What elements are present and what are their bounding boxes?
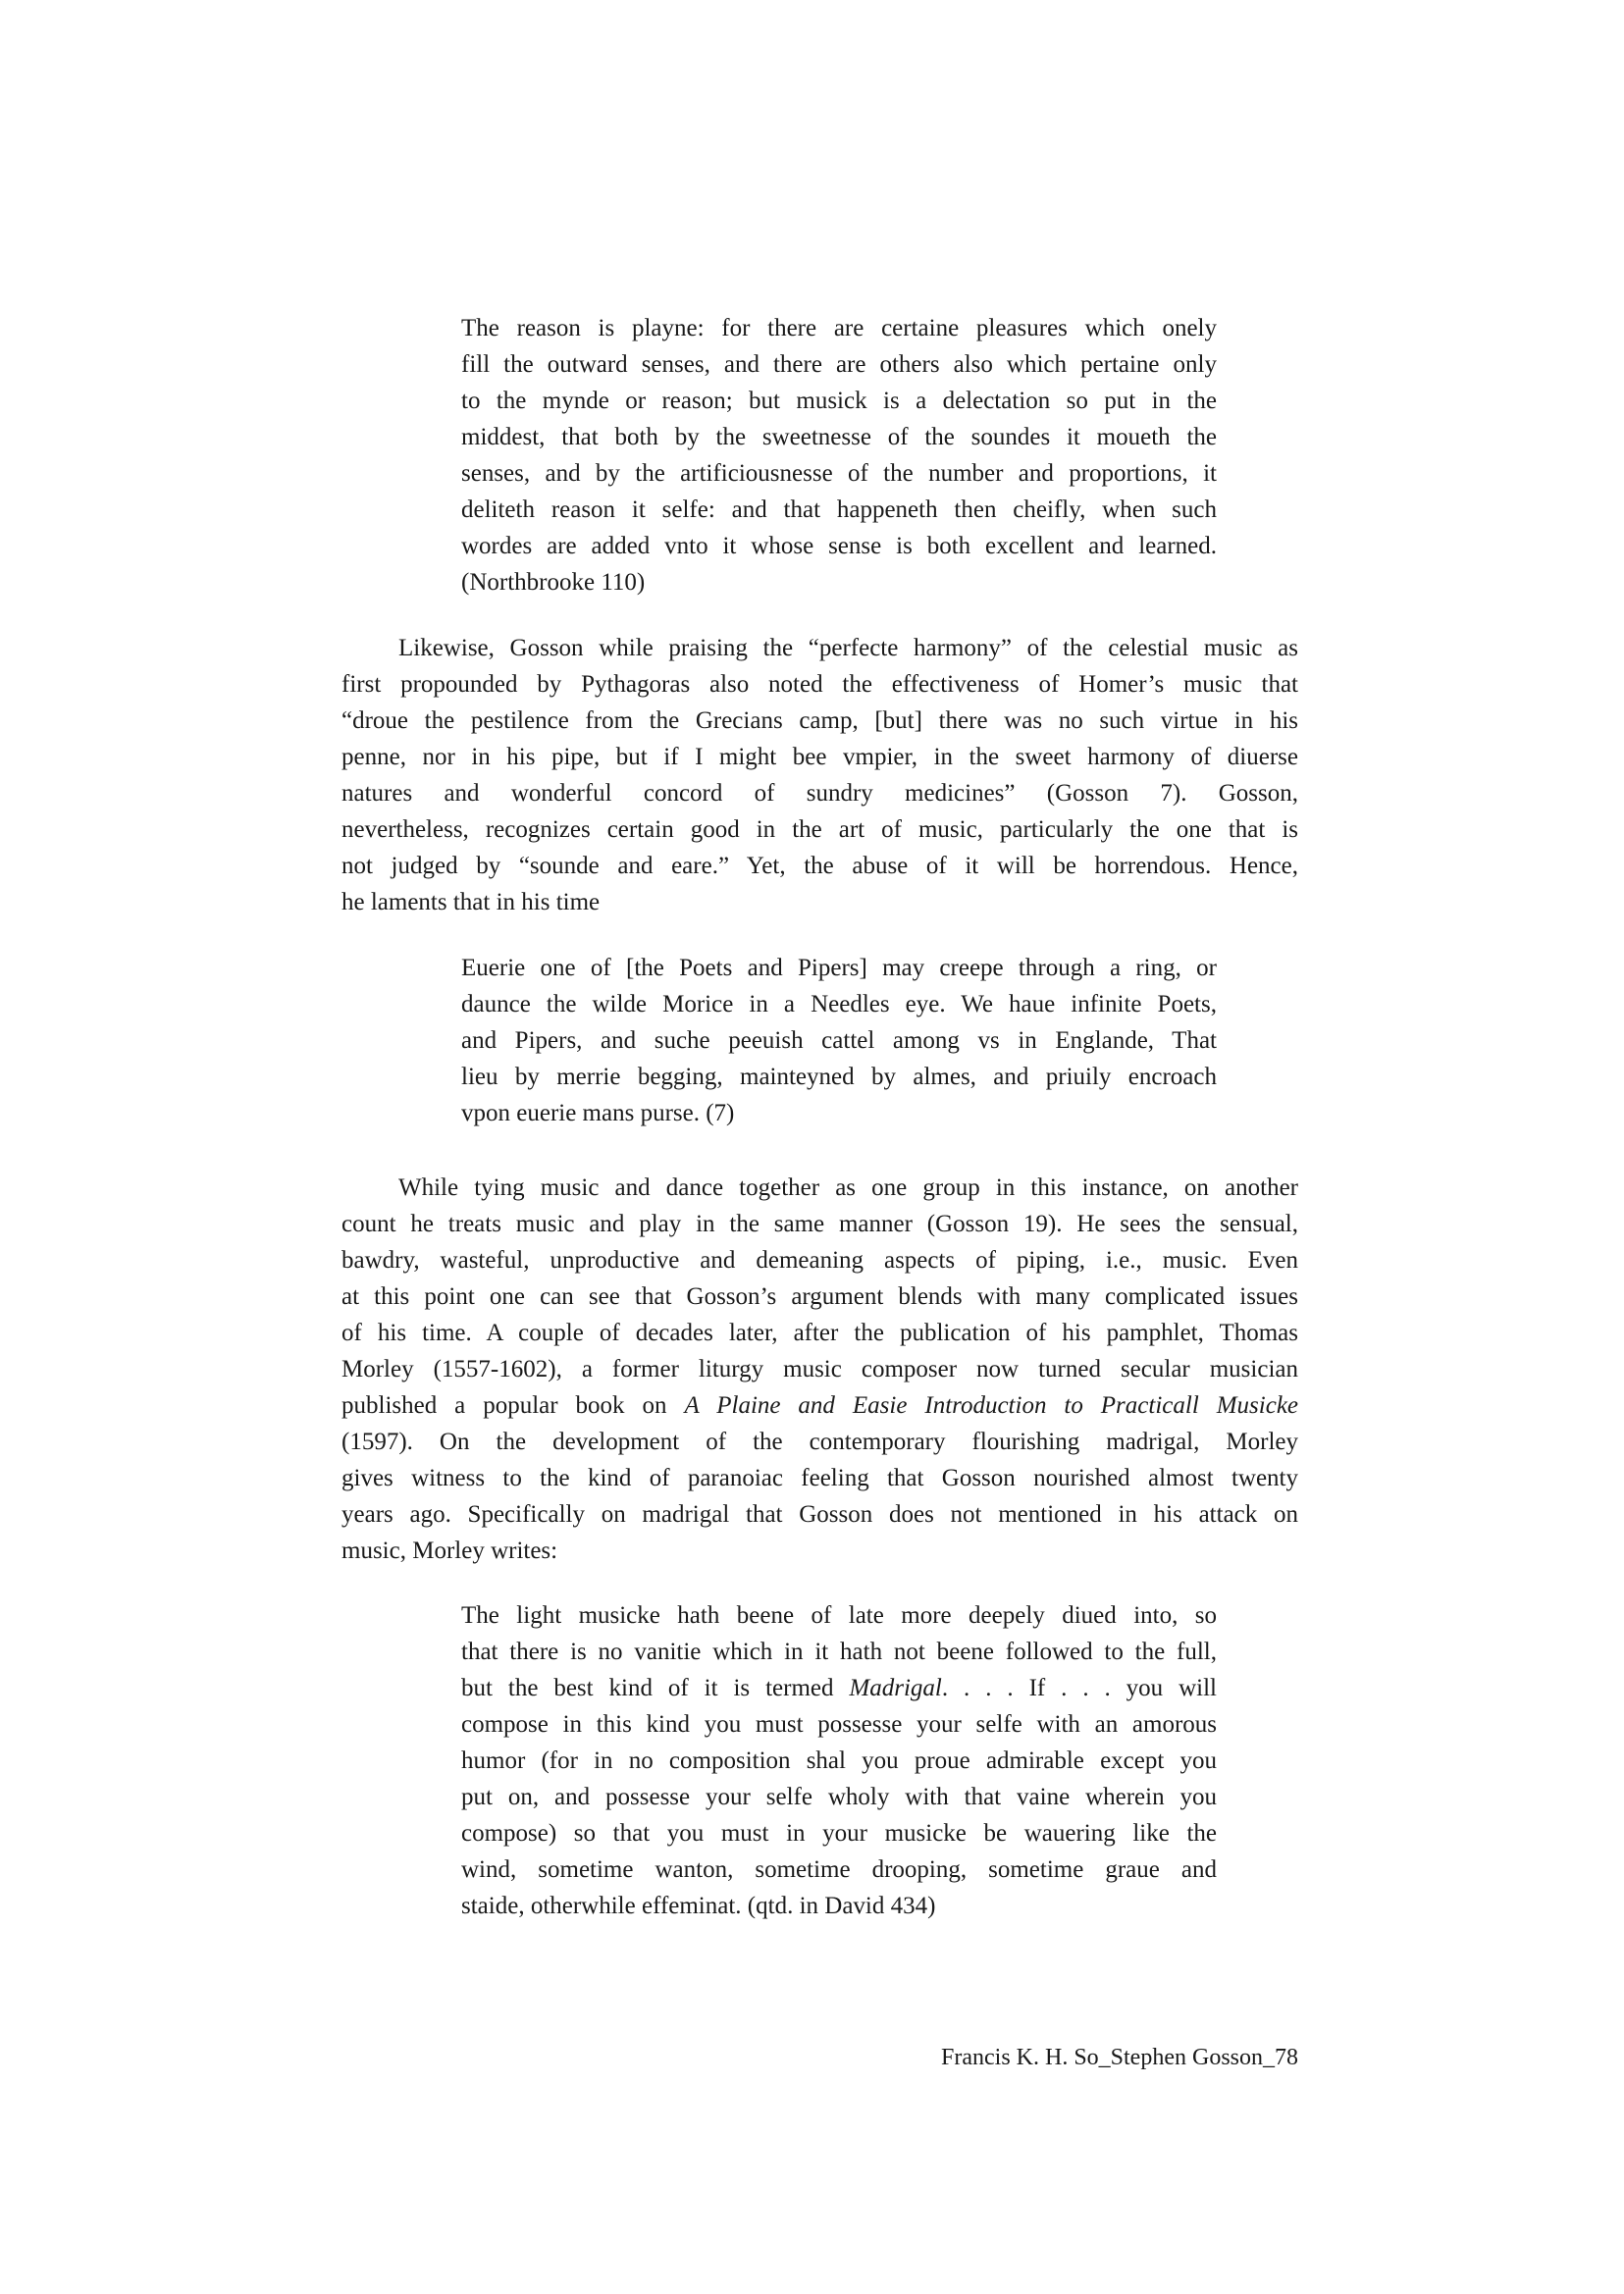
paragraph-line: not judged by “sounde and eare.” Yet, the abuse of it will be horrendous. Hence, xyxy=(341,853,1298,879)
quote-line: compose) so that you must in your musicke be wauering like the xyxy=(461,1820,1217,1847)
paragraph-line: (1597). On the development of the contemporary flourishing madrigal, Morley xyxy=(341,1429,1298,1455)
paragraph-line xyxy=(341,1387,1298,1424)
paragraph-line: Morley (1557-1602), a former liturgy music composer now turned secular musician xyxy=(341,1356,1298,1382)
madrigal-term: Madrigal xyxy=(849,1675,942,1701)
paragraph-text: While tying music and dance together as one group in this instance, on another xyxy=(398,1174,1298,1201)
paragraph-text: published a popular book on xyxy=(341,1392,685,1419)
quote-line: daunce the wilde Morice in a Needles eye. We haue infinite Poets, xyxy=(461,991,1217,1017)
quote-text: . . . . If . . . you will xyxy=(941,1675,1217,1701)
paragraph-line xyxy=(341,1170,1298,1206)
quote-text: but the best kind of it is termed xyxy=(461,1675,850,1701)
paragraph-line: at this point one can see that Gosson’s argument blends with many complicated issues xyxy=(341,1283,1298,1310)
quote-line: and Pipers, and suche peeuish cattel among vs in Englande, That xyxy=(461,1027,1217,1054)
paragraph-line xyxy=(341,630,1298,666)
quote-line: The reason is playne: for there are certaine pleasures which onely xyxy=(461,315,1217,341)
quote-line xyxy=(461,1670,1217,1706)
paragraph-line: nevertheless, recognizes certain good in the art of music, particularly the one that is xyxy=(341,816,1298,843)
quote-line: Euerie one of [the Poets and Pipers] may creepe through a ring, or xyxy=(461,955,1217,981)
body-paragraph-gosson-harmony xyxy=(341,630,1298,920)
quote-line: lieu by merrie begging, mainteyned by almes, and priuily encroach xyxy=(461,1064,1217,1090)
paragraph-line: count he treats music and play in the same manner (Gosson 19). He sees the sensual, xyxy=(341,1211,1298,1237)
quote-line: The light musicke hath beene of late more deepely diued into, so xyxy=(461,1602,1217,1629)
paragraph-line: music, Morley writes: xyxy=(341,1538,558,1564)
quote-line: put on, and possesse your selfe wholy with that vaine wherein you xyxy=(461,1784,1217,1810)
paragraph-line: years ago. Specifically on madrigal that Gosson does not mentioned in his attack on xyxy=(341,1501,1298,1528)
quote-line: compose in this kind you must possesse your selfe with an amorous xyxy=(461,1711,1217,1738)
block-quote-northbrooke xyxy=(461,310,1217,600)
quote-line: to the mynde or reason; but musick is a delectation so put in the xyxy=(461,388,1217,414)
paragraph-line: gives witness to the kind of paranoiac feeling that Gosson nourished almost twenty xyxy=(341,1465,1298,1491)
paragraph-line: he laments that in his time xyxy=(341,889,601,915)
quote-line: that there is no vanitie which in it hath not beene followed to the full, xyxy=(461,1639,1217,1665)
book-title: A Plaine and Easie Introduction to Practicall Musicke xyxy=(684,1392,1299,1419)
quote-line: middest, that both by the sweetnesse of the soundes it moueth the xyxy=(461,424,1217,450)
body-paragraph-morley xyxy=(341,1170,1298,1569)
quote-citation: staide, otherwhile effeminat. (qtd. in David 434) xyxy=(461,1893,936,1919)
paragraph-line: bawdry, wasteful, unproductive and demeaning aspects of piping, i.e., music. Even xyxy=(341,1247,1298,1274)
block-quote-poets-pipers xyxy=(461,950,1217,1131)
quote-line: wind, sometime wanton, sometime drooping, sometime graue and xyxy=(461,1856,1217,1883)
quote-line: humor (for in no composition shal you proue admirable except you xyxy=(461,1747,1217,1774)
paragraph-text: Likewise, Gosson while praising the “perfecte harmony” of the celestial music as xyxy=(398,635,1298,661)
page-footer: Francis K. H. So_Stephen Gosson_78 xyxy=(941,2045,1298,2070)
quote-line: senses, and by the artificiousnesse of the number and proportions, it xyxy=(461,460,1217,487)
quote-line: deliteth reason it selfe: and that happeneth then cheifly, when such xyxy=(461,496,1217,523)
quote-line: wordes are added vnto it whose sense is both excellent and learned. xyxy=(461,533,1217,559)
quote-line: fill the outward senses, and there are others also which pertaine only xyxy=(461,351,1217,378)
quote-citation: (Northbrooke 110) xyxy=(461,569,646,596)
quote-citation: vpon euerie mans purse. (7) xyxy=(461,1100,735,1126)
paragraph-line: penne, nor in his pipe, but if I might bee vmpier, in the sweet harmony of diuerse xyxy=(341,744,1298,770)
block-quote-madrigal xyxy=(461,1597,1217,1924)
paragraph-line: natures and wonderful concord of sundry medicines” (Gosson 7). Gosson, xyxy=(341,780,1298,807)
paragraph-line: of his time. A couple of decades later, after the publication of his pamphlet, Thomas xyxy=(341,1320,1298,1346)
paragraph-line: first propounded by Pythagoras also noted the effectiveness of Homer’s music that xyxy=(341,671,1298,698)
paragraph-line: “droue the pestilence from the Grecians camp, [but] there was no such virtue in his xyxy=(341,707,1298,734)
